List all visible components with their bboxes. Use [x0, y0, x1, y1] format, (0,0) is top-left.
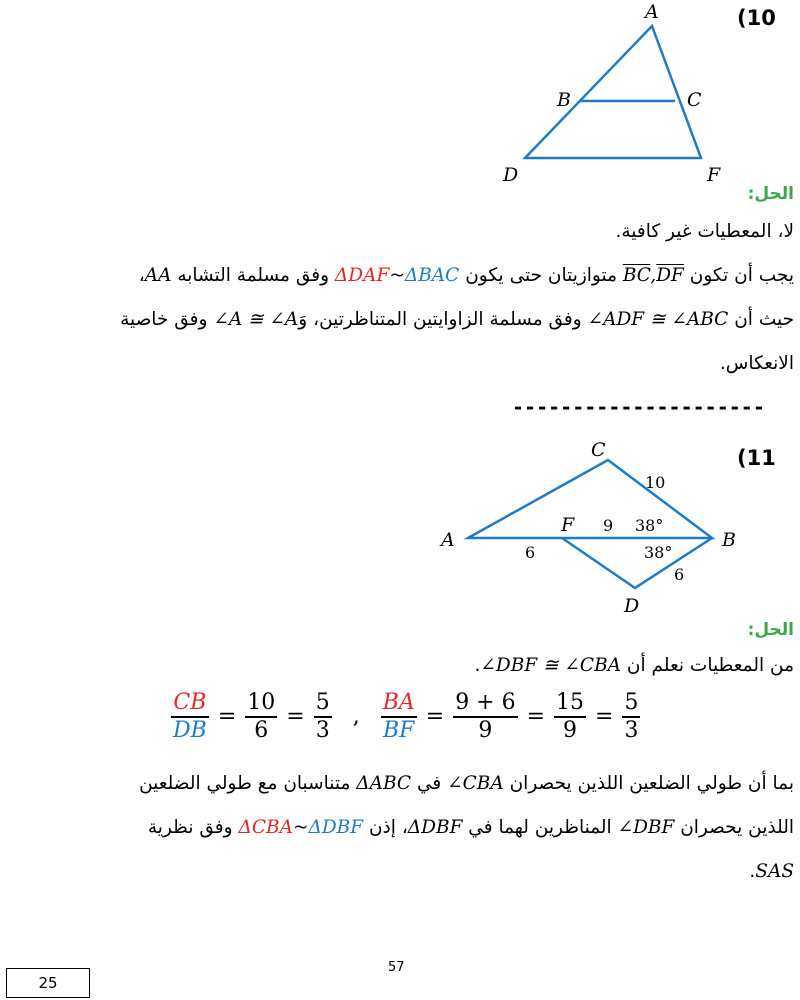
- triangle-dbf-label: ΔDBF: [407, 817, 463, 838]
- length-db: 6: [674, 565, 685, 584]
- triangle-figure-q10: [495, 0, 755, 190]
- text: وفق مسلمة الزاوايتين المتناظرتين، وَ: [298, 309, 588, 330]
- numerator: 5: [624, 690, 639, 715]
- similar-sign: ~: [292, 817, 309, 838]
- denominator: 9: [478, 717, 493, 743]
- triangle-fbd: [562, 538, 712, 588]
- similar-sign: ~: [389, 265, 405, 286]
- numerator: BA: [382, 690, 415, 715]
- q10-line-3: [6, 298, 794, 342]
- triangle-adf: [525, 26, 701, 158]
- q10-line-1: لا، المعطيات غير كافية.: [615, 221, 794, 242]
- equals-sign: =: [526, 704, 546, 730]
- segment-bc-df: [623, 265, 684, 286]
- denominator: 3: [624, 717, 639, 743]
- text: وفق خاصية: [120, 309, 214, 330]
- vertex-label-b: B: [722, 529, 736, 551]
- triangle-abc: [468, 460, 712, 538]
- triangle-cba: ΔCBA: [238, 817, 293, 838]
- numerator: 5: [315, 690, 330, 715]
- denominator: DB: [173, 717, 207, 743]
- aa-label: AA: [144, 265, 172, 286]
- numerator: 10: [247, 690, 276, 715]
- solution-label-q11: الحل:: [747, 620, 794, 640]
- equals-sign: =: [217, 704, 237, 730]
- angle-congruence-1: ∠ADF ≅ ∠ABC: [587, 309, 729, 330]
- denominator: 3: [315, 717, 330, 743]
- triangles-figure-q11: [435, 430, 755, 620]
- triangle-abc-label: ΔABC: [356, 773, 412, 794]
- angle-congruence-2: ∠A ≅ ∠A: [213, 309, 299, 330]
- equals-sign: =: [425, 704, 445, 730]
- q11-solution-text: [6, 762, 794, 894]
- angle-top: 38°: [635, 516, 664, 535]
- denominator: BF: [383, 717, 415, 743]
- vertex-label-d: D: [624, 595, 640, 617]
- angle-cba: ∠CBA: [447, 773, 504, 794]
- sas-label: SAS: [755, 861, 794, 882]
- text: يجب أن تكون: [683, 265, 794, 286]
- numerator: 15: [556, 690, 585, 715]
- fraction-cb-db: [171, 690, 209, 744]
- page-box-number: 25: [6, 968, 90, 998]
- vertex-label-a: A: [441, 529, 455, 551]
- segment-df-label: $\overline{DF}$: [656, 265, 684, 286]
- q10-solution-text: [6, 210, 794, 386]
- text: وفق نظرية: [147, 817, 239, 838]
- q11-line-3: [6, 806, 794, 850]
- text: متناسبان مع طولي الضلعين: [139, 773, 357, 794]
- text: وفق مسلمة التشابه: [171, 265, 335, 286]
- equals-sign: =: [286, 704, 305, 730]
- angle-congruence: ∠DBF ≅ ∠CBA: [480, 655, 622, 676]
- page-number: 57: [388, 960, 405, 975]
- ratio-equation: [168, 690, 643, 744]
- length-cb: 10: [645, 473, 666, 492]
- fraction-ba-bf: [381, 690, 417, 744]
- similarity-statement: [238, 817, 363, 838]
- q11-given-line: [6, 644, 794, 688]
- q11-line-4: [6, 850, 794, 894]
- angle-dbf: ∠DBF: [617, 817, 675, 838]
- fraction-15-9: [554, 690, 586, 744]
- question-number-10: (10: [737, 6, 776, 30]
- text: متوازيتان حتى يكون: [459, 265, 623, 286]
- length-fb: 9: [603, 516, 614, 535]
- text: .: [749, 861, 756, 882]
- text: في: [411, 773, 448, 794]
- triangle-dbf: ΔDBF: [308, 817, 364, 838]
- text: .: [474, 655, 481, 676]
- numerator: CB: [173, 690, 207, 715]
- vertex-label-c: C: [687, 89, 702, 111]
- text: من المعطيات نعلم أن: [621, 655, 794, 676]
- length-af: 6: [525, 543, 536, 562]
- triangle-bac: ΔBAC: [404, 265, 460, 286]
- text: المناظرين لهما في: [462, 817, 618, 838]
- vertex-label-b: B: [557, 89, 571, 111]
- triangle-daf: ΔDAF: [334, 265, 390, 286]
- vertex-label-d: D: [503, 164, 519, 186]
- text: بما أن طولي الضلعين اللذين يحصران: [503, 773, 794, 794]
- q10-line-2: [6, 254, 794, 298]
- solution-label-q10: الحل:: [747, 184, 794, 204]
- q11-line-2: [6, 762, 794, 806]
- fraction-5-3: [314, 690, 332, 744]
- similarity-statement: [335, 265, 459, 286]
- vertex-label-a: A: [645, 1, 659, 23]
- angle-bottom: 38°: [644, 543, 673, 562]
- q10-line-4: الانعكاس.: [719, 353, 794, 374]
- section-divider: ---------------------: [512, 395, 765, 419]
- fraction-5-3-b: [622, 690, 640, 744]
- vertex-label-c: C: [591, 439, 606, 461]
- text: ، إذن: [363, 817, 408, 838]
- numerator: 9 + 6: [455, 690, 516, 715]
- fraction-9plus6-9: [453, 690, 517, 744]
- text: حيث أن: [728, 309, 794, 330]
- equals-sign: =: [595, 704, 614, 730]
- text: اللذين يحصران: [674, 817, 794, 838]
- denominator: 9: [563, 717, 578, 743]
- text: ،: [138, 265, 145, 286]
- vertex-label-f: F: [707, 164, 721, 186]
- fraction-10-6: [245, 690, 277, 744]
- segment-bc-label: $\overline{BC}$: [622, 265, 651, 286]
- denominator: 6: [254, 717, 269, 743]
- separator-comma: ,: [352, 704, 360, 730]
- question-number-11: (11: [737, 446, 776, 470]
- vertex-label-f: F: [561, 514, 575, 536]
- comma: ,: [650, 265, 657, 286]
